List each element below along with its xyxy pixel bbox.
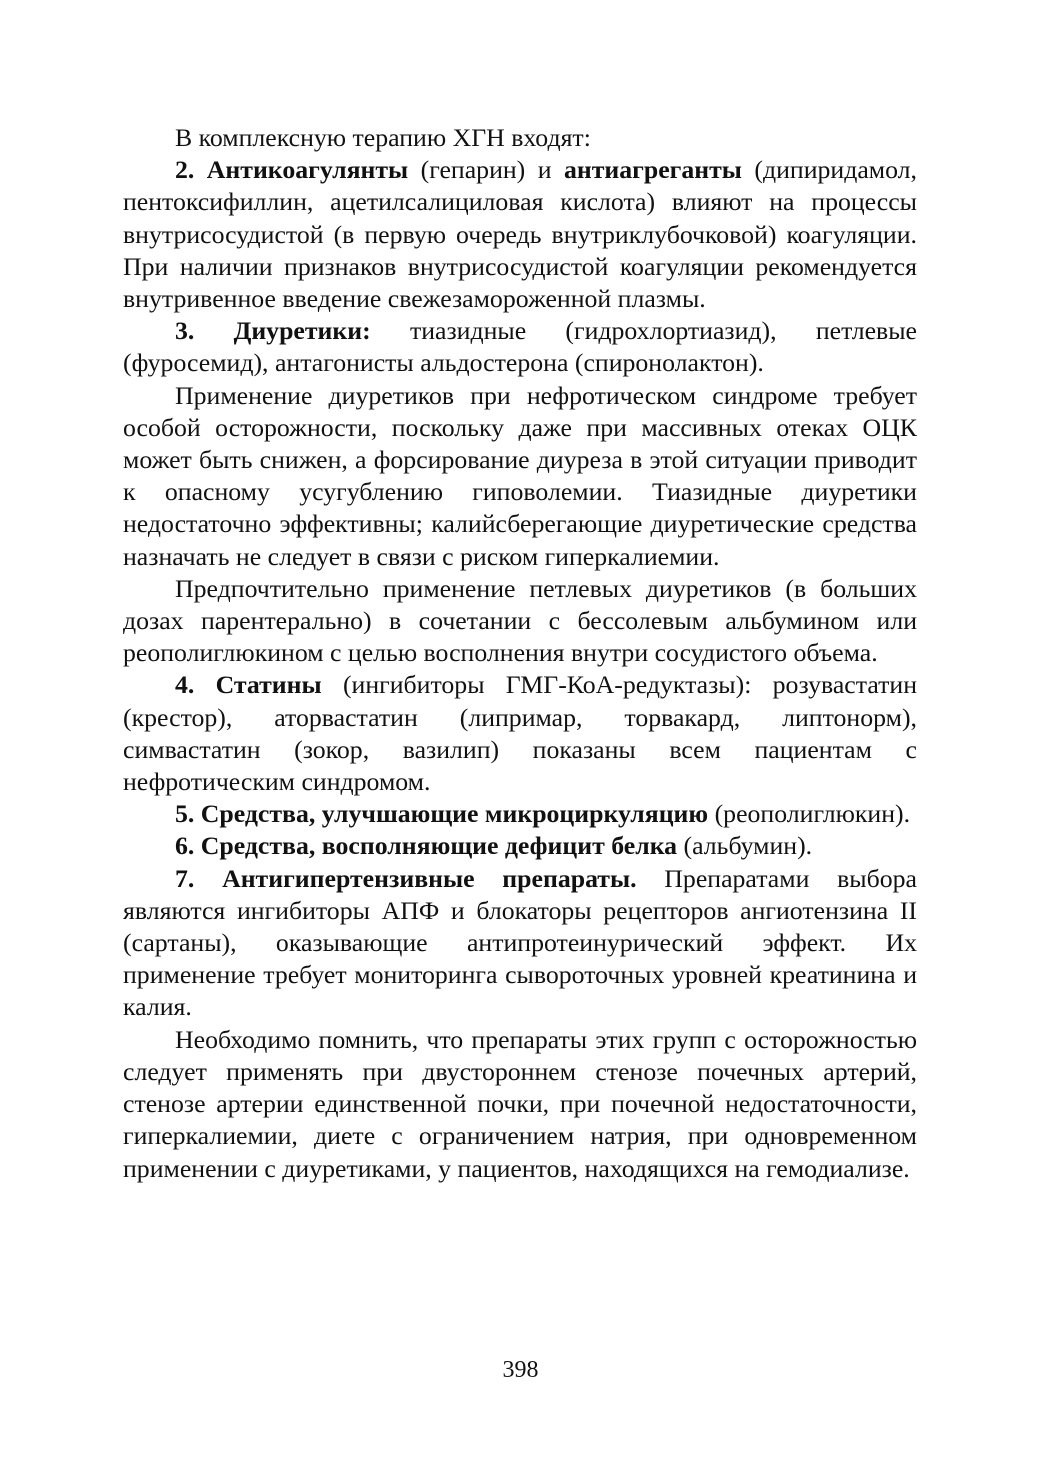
text-span: Применение диуретиков при нефротическом синдроме требует особой осторожности, поскольку даже при массивных отеках ОЦК может быть снижен, а форсирование диуреза в этой ситуации приводит к опасному усугублению гиповолемии. Тиазидные диуретики недостаточно эффективны; калийсберегающие диуретические средства назначать не следует в связи с риском гиперкалиемии. [123,380,917,571]
paragraph-anticoagulants [123,154,917,315]
term-antihypertensive: 7. Антигипертензивные препараты. [175,863,637,893]
text-span: (ингибиторы ГМГ-КоА-редуктазы): розувастатин (крестор), аторвастатин (липримар, торвакард, липтонорм), симвастатин (зокор, вазилип) показаны всем пациентам с нефротическим синдромом. [123,670,917,797]
text-span: Предпочтительно применение петлевых диуретиков (в больших дозах парентерально) в сочетании с бессолевым альбумином или реополиглюкином с целью восполнения внутри сосудистого объема. [123,573,917,668]
term-protein: 6. Средства, восполняющие дефицит белка [175,831,678,861]
paragraph-diuretics-caution [123,380,917,573]
paragraph-intro [123,122,917,154]
text-span: (альбумин). [677,831,813,861]
term-diuretics: 3. Диуретики: [175,316,371,346]
page-body [123,122,917,1185]
term-statins: 4. Статины [175,670,322,700]
text-span: (реополиглюкин). [708,799,911,829]
text-span: тиазидные (гидрохлортиазид), петлевые (фуросемид), антагонисты альдостерона (спиронолактон). [123,316,917,378]
paragraph-caution [123,1024,917,1185]
term-antiplatelets: антиагреганты [563,155,742,185]
paragraph-protein [123,830,917,862]
paragraph-statins [123,669,917,798]
paragraph-antihypertensive [123,863,917,1024]
paragraph-diuretics [123,315,917,379]
text-span: В комплексную терапию ХГН входят: [175,123,591,152]
term-anticoagulants: 2. Антикоагулянты [175,155,409,185]
paragraph-microcirculation [123,798,917,830]
text-span: (дипиридамол, пентоксифиллин, ацетилсалициловая кислота) влияют на процессы внутрисосудистой (в первую очередь внутриклубочковой) коагуляции. При наличии признаков внутрисосудистой коагуляции рекомендуется внутривенное введение свежезамороженной плазмы. [123,155,917,314]
text-span: (гепарин) и [408,155,564,185]
text-span: Необходимо помнить, что препараты этих групп с осторожностью следует применять при двустороннем стенозе почечных артерий, стенозе артерии единственной почки, при почечной недостаточности, гиперкалиемии, диете с ограничением натрия, при одновременном применении с диуретиками, у пациентов, находящихся на гемодиализе. [123,1024,917,1183]
page-number: 398 [502,1357,539,1383]
term-microcirculation: 5. Средства, улучшающие микроциркуляцию [175,799,709,829]
text-span: Препаратами выбора являются ингибиторы АПФ и блокаторы рецепторов ангиотензина II (сартаны), оказывающие антипротеинурический эффект. Их применение требует мониторинга сывороточных уровней креатинина и калия. [123,863,917,1022]
paragraph-diuretics-preferred [123,573,917,670]
